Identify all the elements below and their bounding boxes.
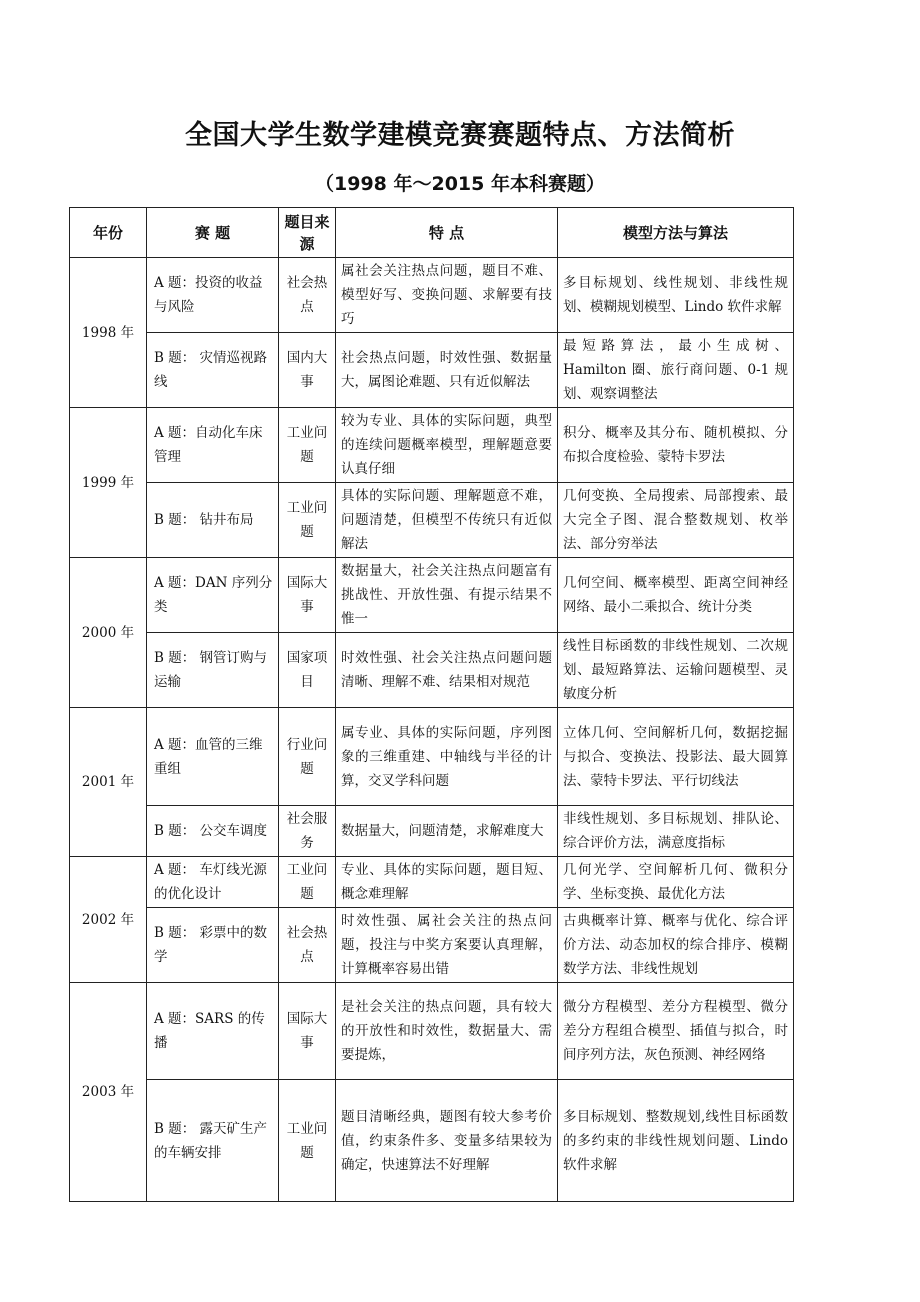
- features-cell: 较为专业、具体的实际问题，典型的连续问题概率模型，理解题意要认真仔细: [336, 408, 558, 483]
- table-row: [70, 333, 794, 408]
- year-cell: 1998 年: [70, 258, 147, 408]
- features-cell: 属社会关注热点问题，题目不难、模型好写、变换问题、求解要有技巧: [336, 258, 558, 333]
- table-row: [70, 708, 794, 806]
- problem-cell: A 题：DAN 序列分类: [147, 558, 279, 633]
- source-cell: 社会热点: [279, 908, 336, 983]
- features-cell: 时效性强、属社会关注的热点问题，投注与中奖方案要认真理解，计算概率容易出错: [336, 908, 558, 983]
- methods-cell: 古典概率计算、概率与优化、综合评价方法、动态加权的综合排序、模糊数学方法、非线性规划: [558, 908, 794, 983]
- header-features: 特 点: [336, 208, 558, 258]
- source-cell: 国内大事: [279, 333, 336, 408]
- table-row: [70, 857, 794, 908]
- features-cell: 题目清晰经典，题图有较大参考价值，约束条件多、变量多结果较为确定，快速算法不好理解: [336, 1080, 558, 1202]
- table-row: [70, 983, 794, 1080]
- methods-cell: 立体几何、空间解析几何，数据挖掘与拟合、变换法、投影法、最大圆算法、蒙特卡罗法、平行切线法: [558, 708, 794, 806]
- header-problem: 赛 题: [147, 208, 279, 258]
- methods-cell: 微分方程模型、差分方程模型、微分差分方程组合模型、插值与拟合，时间序列方法，灰色预测、神经网络: [558, 983, 794, 1080]
- year-cell: 2002 年: [70, 857, 147, 983]
- methods-cell: 最短路算法，最小生成树、Hamilton 圈、旅行商问题、0-1 规划、观察调整法: [558, 333, 794, 408]
- year-cell: 2000 年: [70, 558, 147, 708]
- header-row: [70, 208, 794, 258]
- problem-cell: B 题： 钻井布局: [147, 483, 279, 558]
- source-cell: 工业问题: [279, 408, 336, 483]
- features-cell: 属专业、具体的实际问题，序列图象的三维重建、中轴线与半径的计算，交叉学科问题: [336, 708, 558, 806]
- problem-cell: A 题：血管的三维重组: [147, 708, 279, 806]
- source-cell: 工业问题: [279, 483, 336, 558]
- source-cell: 国际大事: [279, 983, 336, 1080]
- problem-cell: B 题： 彩票中的数学: [147, 908, 279, 983]
- methods-cell: 几何空间、概率模型、距离空间神经网络、最小二乘拟合、统计分类: [558, 558, 794, 633]
- year-cell: 2003 年: [70, 983, 147, 1202]
- features-cell: 数据量大，问题清楚，求解难度大: [336, 806, 558, 857]
- year-cell: 2001 年: [70, 708, 147, 857]
- table-row: [70, 806, 794, 857]
- source-cell: 社会热点: [279, 258, 336, 333]
- problem-cell: A 题：SARS 的传播: [147, 983, 279, 1080]
- methods-cell: 几何光学、空间解析几何、微积分学、坐标变换、最优化方法: [558, 857, 794, 908]
- features-cell: 是社会关注的热点问题，具有较大的开放性和时效性，数据量大、需要提炼，: [336, 983, 558, 1080]
- features-cell: 数据量大，社会关注热点问题富有挑战性、开放性强、有提示结果不惟一: [336, 558, 558, 633]
- problem-cell: A 题：自动化车床管理: [147, 408, 279, 483]
- competition-table: [69, 207, 794, 1202]
- source-cell: 国家项目: [279, 633, 336, 708]
- source-cell: 国际大事: [279, 558, 336, 633]
- features-cell: 专业、具体的实际问题，题目短、概念难理解: [336, 857, 558, 908]
- methods-cell: 多目标规划、线性规划、非线性规划、模糊规划模型、Lindo 软件求解: [558, 258, 794, 333]
- header-source: 题目来源: [279, 208, 336, 258]
- methods-cell: 线性目标函数的非线性规划、二次规划、最短路算法、运输问题模型、灵敏度分析: [558, 633, 794, 708]
- table-row: [70, 558, 794, 633]
- source-cell: 行业问题: [279, 708, 336, 806]
- problem-cell: B 题： 公交车调度: [147, 806, 279, 857]
- problem-cell: B 题： 钢管订购与运输: [147, 633, 279, 708]
- methods-cell: 多目标规划、整数规划,线性目标函数的多约束的非线性规划问题、Lindo 软件求解: [558, 1080, 794, 1202]
- methods-cell: 几何变换、全局搜索、局部搜索、最大完全子图、混合整数规划、枚举法、部分穷举法: [558, 483, 794, 558]
- table-row: [70, 908, 794, 983]
- source-cell: 工业问题: [279, 857, 336, 908]
- page-subtitle: （1998 年～2015 年本科赛题）: [315, 173, 605, 195]
- table-row: [70, 408, 794, 483]
- problem-cell: B 题： 灾情巡视路线: [147, 333, 279, 408]
- table-row: [70, 633, 794, 708]
- source-cell: 工业问题: [279, 1080, 336, 1202]
- problem-cell: A 题：投资的收益与风险: [147, 258, 279, 333]
- problem-cell: A 题： 车灯线光源的优化设计: [147, 857, 279, 908]
- methods-cell: 积分、概率及其分布、随机模拟、分布拟合度检验、蒙特卡罗法: [558, 408, 794, 483]
- methods-cell: 非线性规划、多目标规划、排队论、综合评价方法，满意度指标: [558, 806, 794, 857]
- features-cell: 时效性强、社会关注热点问题问题清晰、理解不难、结果相对规范: [336, 633, 558, 708]
- header-methods: 模型方法与算法: [558, 208, 794, 258]
- problem-cell: B 题： 露天矿生产的车辆安排: [147, 1080, 279, 1202]
- header-year: 年份: [70, 208, 147, 258]
- table-row: [70, 483, 794, 558]
- features-cell: 社会热点问题，时效性强、数据量大，属图论难题、只有近似解法: [336, 333, 558, 408]
- table-row: [70, 1080, 794, 1202]
- source-cell: 社会服务: [279, 806, 336, 857]
- features-cell: 具体的实际问题、理解题意不难，问题清楚，但模型不传统只有近似解法: [336, 483, 558, 558]
- year-cell: 1999 年: [70, 408, 147, 558]
- page-title: 全国大学生数学建模竞赛赛题特点、方法简析: [185, 120, 735, 151]
- table-row: [70, 258, 794, 333]
